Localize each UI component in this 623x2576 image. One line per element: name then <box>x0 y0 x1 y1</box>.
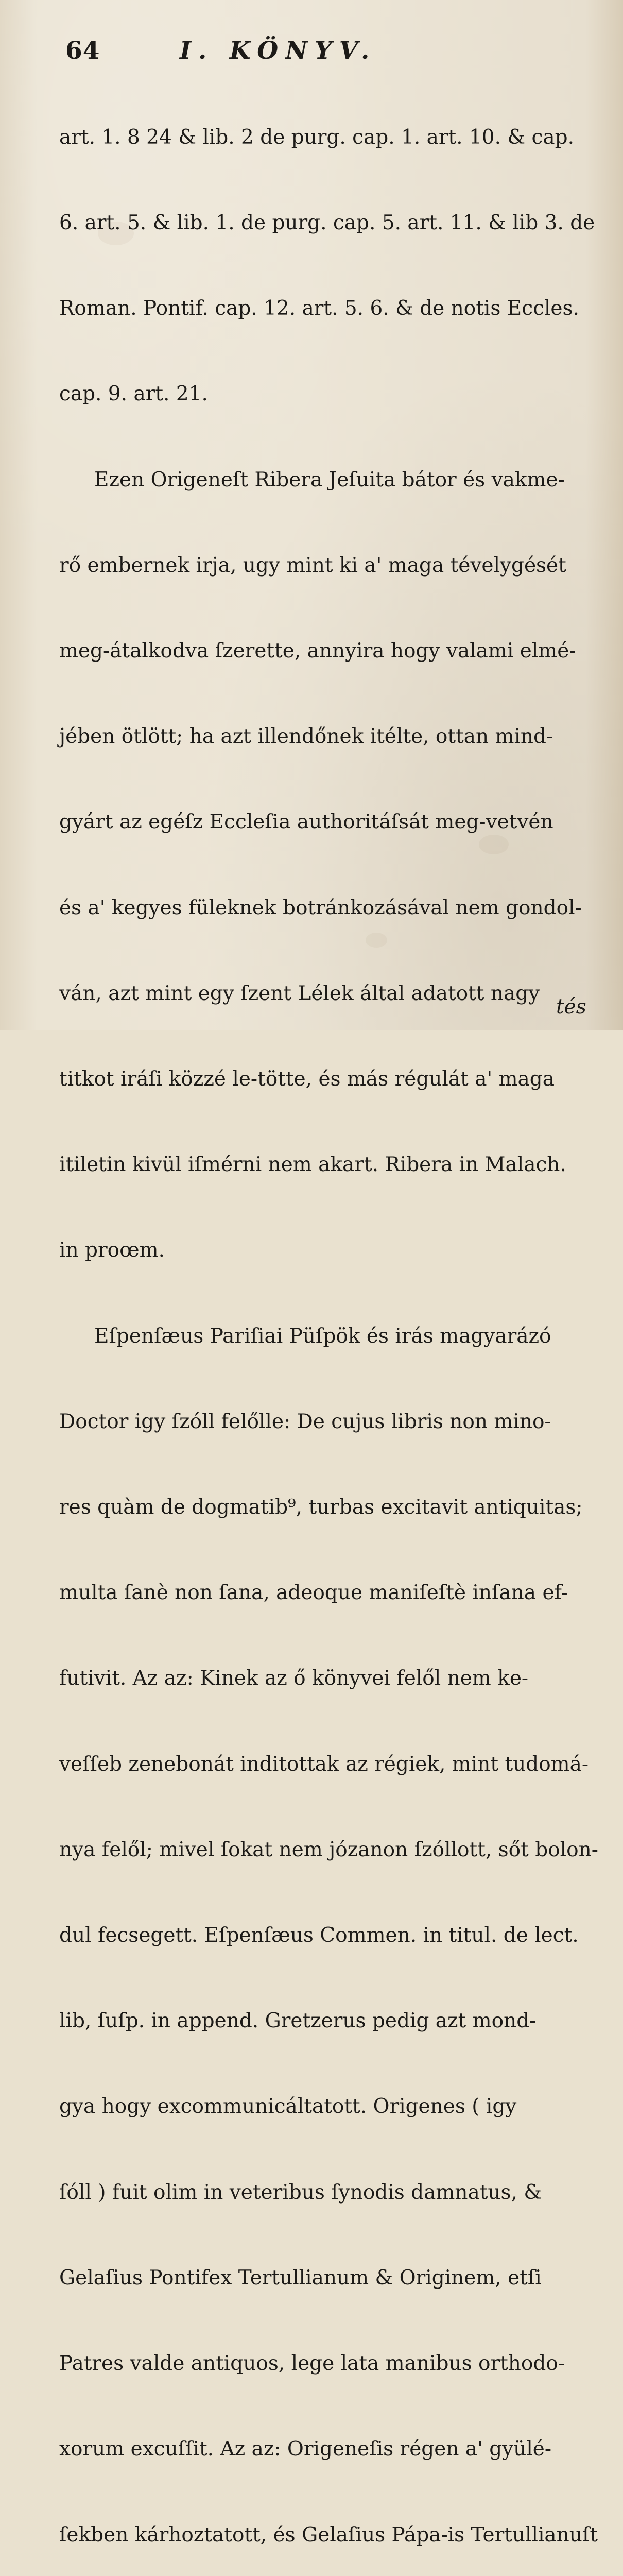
catchword: tés <box>556 995 586 1019</box>
page-number: 64 <box>65 37 100 65</box>
text-line-7: meg-átalkodva ſzerette, annyira hogy valami elmé- <box>59 639 576 663</box>
text-line-16: Doctor igy ſzóll felőlle: De cujus libris non mino- <box>59 1410 551 1433</box>
text-line-10: és a' kegyes füleknek botránkozásával nem gondol- <box>59 896 582 920</box>
text-line-20: veſſeb zenebonát inditottak az régiek, mint tudomá- <box>59 1752 589 1776</box>
text-line-21: nya felől; mivel ſokat nem józanon ſzóllott, sőt bolon- <box>59 1838 598 1861</box>
text-line-23: lib, ſuſp. in append. Gretzerus pedig azt mond- <box>59 2009 537 2033</box>
text-line-12: titkot iráſi közzé le-tötte, és más régulát a' maga <box>59 1067 555 1091</box>
text-line-22: dul fecsegett. Eſpenſæus Commen. in titul. de lect. <box>59 1924 579 1947</box>
text-line-3: Roman. Pontif. cap. 12. art. 5. 6. & de notis Eccles. <box>59 297 579 320</box>
text-line-25: ſóll ) fuit olim in veteribus ſynodis damnatus, & <box>59 2180 542 2204</box>
text-line-15: Eſpenſæus Pariſiai Püſpök és irás magyarázó <box>94 1324 551 1348</box>
text-line-5: Ezen Origeneſt Ribera Jeſuita bátor és vakme- <box>94 468 565 492</box>
text-line-27: Patres valde antiquos, lege lata manibus orthodo- <box>59 2352 565 2376</box>
text-line-2: 6. art. 5. & lib. 1. de purg. cap. 5. art. 11. & lib 3. de <box>59 211 595 235</box>
text-line-18: multa ſanè non ſana, adeoque maniſeſtè inſana ef- <box>59 1581 568 1605</box>
text-line-6: rő embernek irja, ugy mint ki a' maga tévelygését <box>59 553 566 577</box>
text-line-4: cap. 9. art. 21. <box>59 382 208 406</box>
text-line-28: xorum excuſſit. Az az: Origeneſis régen a' gyülé- <box>59 2437 552 2461</box>
text-line-24: gya hogy excommunicáltatott. Origenes ( igy <box>59 2095 517 2119</box>
running-title: I. KÖNYV. <box>180 37 377 65</box>
text-line-17: res quàm de dogmatib⁹, turbas excitavit antiquitas; <box>59 1496 583 1519</box>
text-line-9: gyárt az egéſz Eccleſia authoritáſsát meg-vetvén <box>59 810 553 834</box>
page-text <box>59 66 598 2576</box>
text-line-26: Gelaſius Pontifex Tertullianum & Originem, etſi <box>59 2266 542 2290</box>
text-line-11: ván, azt mint egy ſzent Lélek által adatott nagy <box>59 981 540 1005</box>
page-header <box>65 27 436 63</box>
text-line-1: art. 1. 8 24 & lib. 2 de purg. cap. 1. art. 10. & cap. <box>59 125 574 149</box>
text-line-19: futivit. Az az: Kinek az ő könyvei felől nem ke- <box>59 1667 529 1690</box>
text-line-13: itiletin kivül iſmérni nem akart. Ribera in Malach. <box>59 1153 566 1177</box>
text-line-29: ſekben kárhoztatott, és Gelaſius Pápa-is Tertullianuſt <box>59 2523 598 2547</box>
text-line-8: jében ötlött; ha azt illendőnek itélte, ottan mind- <box>59 725 553 749</box>
text-line-14: in proœm. <box>59 1239 165 1262</box>
